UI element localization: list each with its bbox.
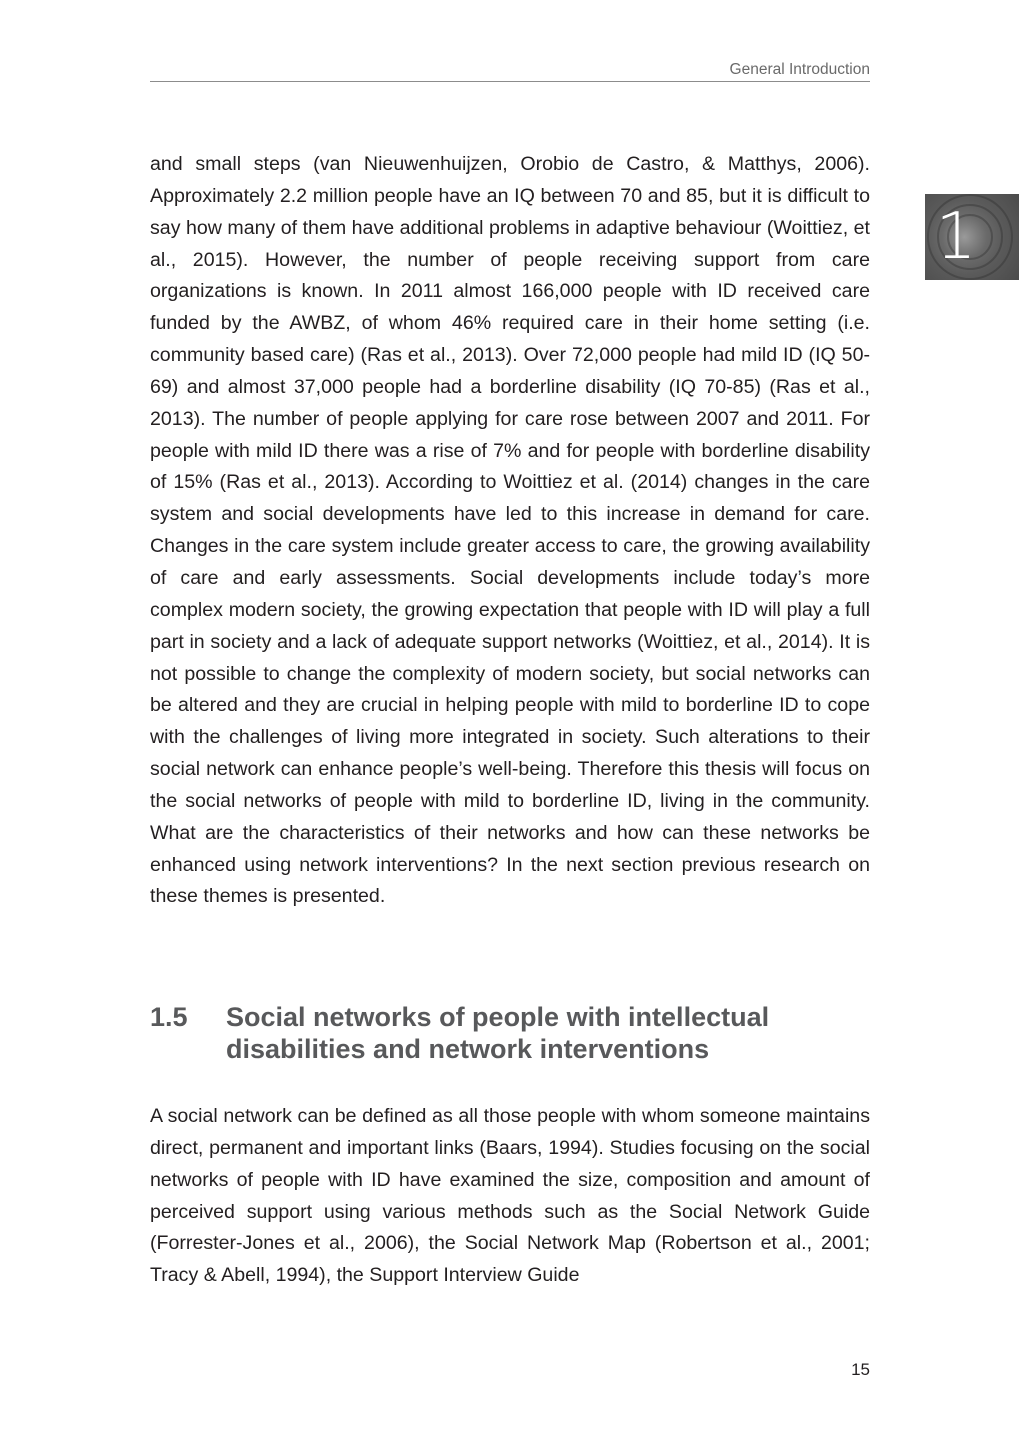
- chapter-number: 1: [935, 200, 977, 274]
- chapter-thumb-tab: [925, 194, 1019, 280]
- running-header-title: General Introduction: [729, 61, 870, 78]
- section-title: Social networks of people with intellectual disabilities and network interventions: [226, 1002, 770, 1064]
- page-number: 15: [851, 1360, 870, 1379]
- section-heading: [150, 1001, 870, 1065]
- body-paragraph: and small steps (van Nieuwenhuijzen, Orobio de Castro, & Matthys, 2006). Approximately 2.2 million people have an IQ between 70 and 85, but it is difficult to say how many of them have additional problems in adaptive behaviour (Woittiez, et al., 2015). However, the number of people receiving support from care organizations is known. In 2011 almost 166,000 people with ID received care funded by the AWBZ, of whom 46% required care in their home setting (i.e. community based care) (Ras et al., 2013). Over 72,000 people had mild ID (IQ 50-69) and almost 37,000 people had a borderline disability (IQ 70-85) (Ras et al., 2013). The number of people applying for care rose between 2007 and 2011. For people with mild ID there was a rise of 7% and for people with borderline disability of 15% (Ras et al., 2013). According to Woittiez et al. (2014) changes in the care system and social developments have led to this increase in demand for care. Changes in the care system include greater access to care, the growing availability of care and early assessments. Social developments include today’s more complex modern society, the growing expectation that people with ID will play a full part in society and a lack of adequate support networks (Woittiez, et al., 2014). It is not possible to change the complexity of modern society, but social networks can be altered and they are crucial in helping people with mild to borderline ID to cope with the challenges of living more integrated in society. Such alterations to their social network can enhance people’s well-being. Therefore this thesis will focus on the social networks of people with mild to borderline ID, living in the community. What are the characteristics of their networks and how can these networks be enhanced using network interventions? In the next section previous research on these themes is presented.: [150, 153, 870, 908]
- running-header: [150, 59, 870, 82]
- body-paragraph: A social network can be defined as all those people with whom someone maintains direct, permanent and important links (Baars, 1994). Studies focusing on the social networks of people with ID have examined the size, composition and amount of perceived support using various methods such as the Social Network Guide (Forrester-Jones et al., 2006), the Social Network Map (Robertson et al., 2001; Tracy & Abell, 1994), the Support Interview Guide: [150, 1105, 870, 1287]
- section-number: 1.5: [150, 1002, 188, 1032]
